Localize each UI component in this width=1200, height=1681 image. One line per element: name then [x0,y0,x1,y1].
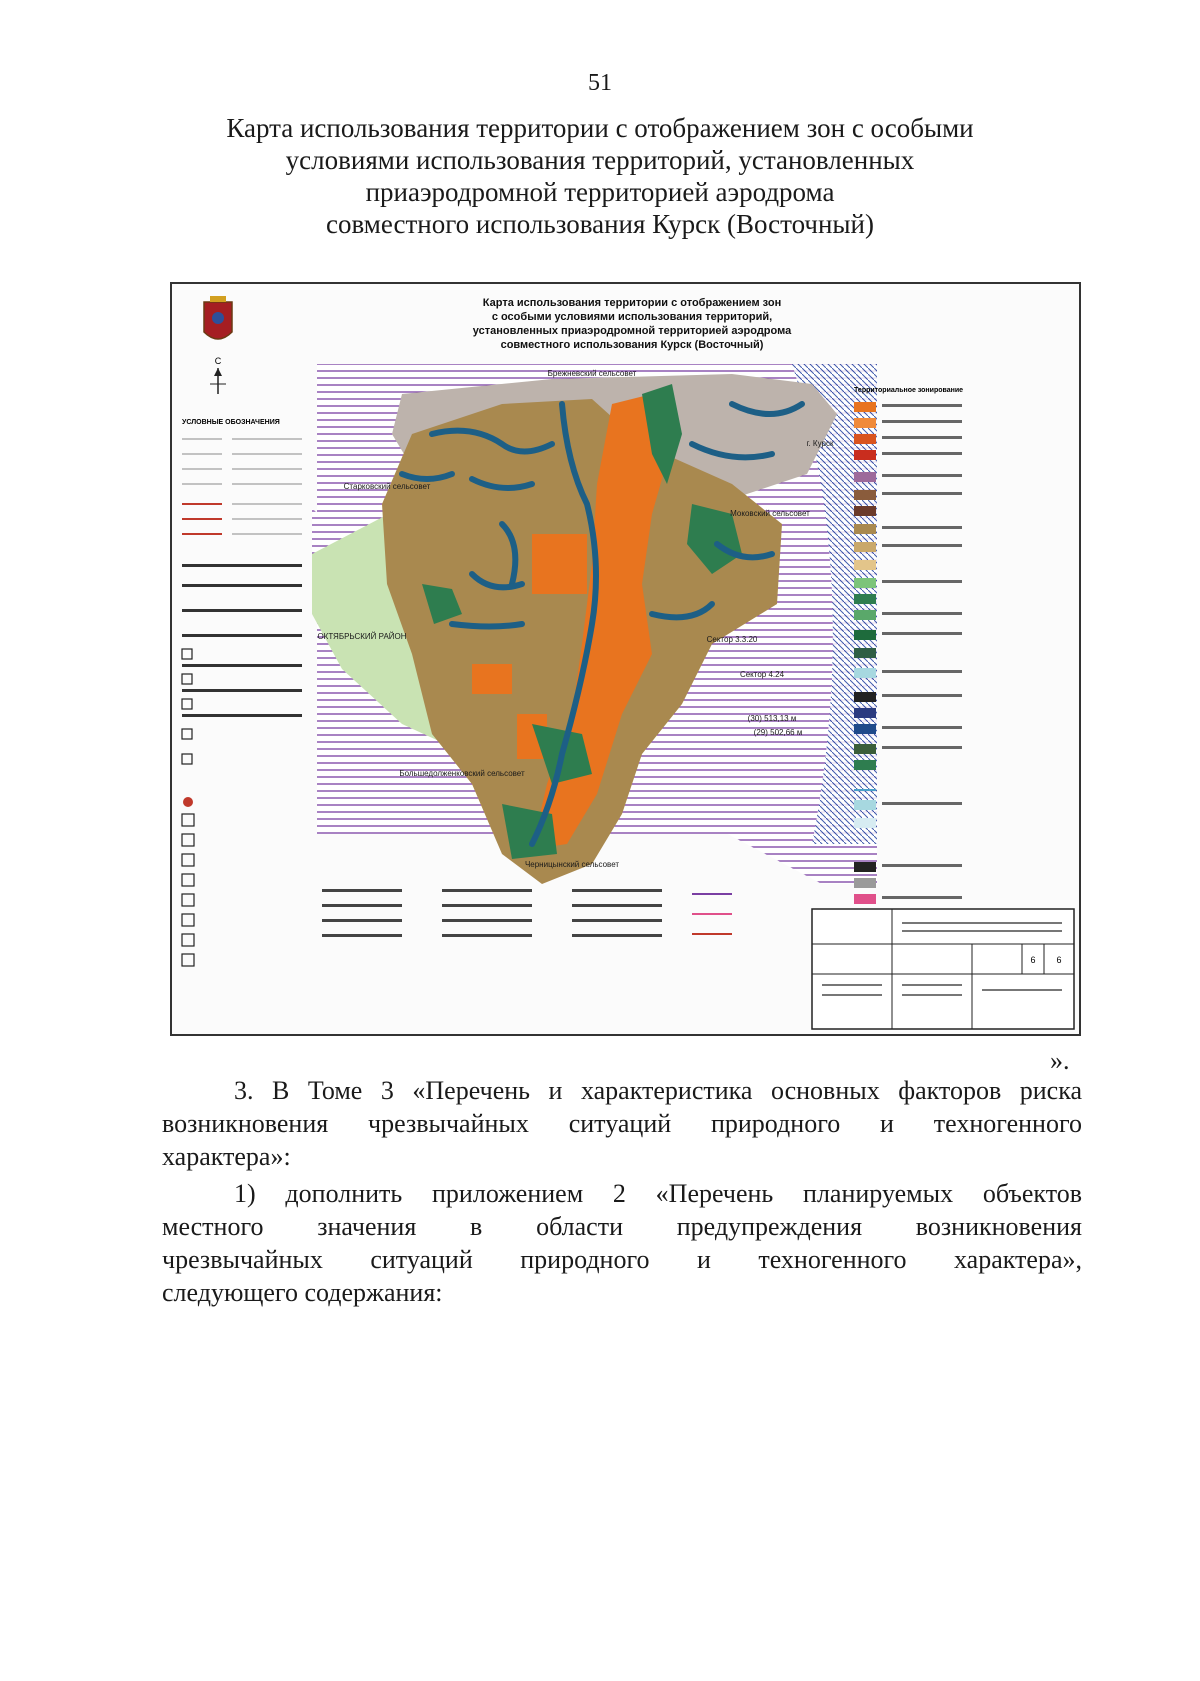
map-title-line: установленных приаэродромной территорией аэродрома [472,325,792,337]
region-label: Старковский сельсовет [343,482,431,491]
region-label: Брежневский сельсовет [547,369,637,378]
coat-of-arms-icon [204,296,232,339]
paragraph-line: местного значения в области предупреждения возникновения [162,1212,1082,1241]
residential-zone [472,664,512,694]
paragraph-line: характера»: [162,1142,291,1171]
north-arrow-icon [210,356,226,394]
closing-quote: ». [1050,1046,1070,1075]
document-title [150,112,1050,240]
region-label: г. Курск [806,439,834,448]
map-title-line: Карта использования территории с отображением зон [482,297,782,309]
svg-text:УСЛОВНЫЕ ОБОЗНАЧЕНИЯ: УСЛОВНЫЕ ОБОЗНАЧЕНИЯ [182,419,280,426]
title-line: приаэродромной территорией аэродрома [365,177,835,207]
region-label: Моковский сельсовет [730,509,810,518]
region-label: Черницынский сельсовет [524,860,620,869]
sector-label: Сектор 4.24 [739,670,785,679]
map-legend-bottom [322,889,732,937]
title-line: совместного использования Курск (Восточный) [325,209,874,239]
map-title-line: с особыми условиями использования территорий, [491,311,773,323]
paragraph-amendment-1 [162,1177,1082,1309]
svg-text:Территориальное зонирование: Территориальное зонирование [854,387,964,394]
paragraph-line: следующего содержания: [162,1278,443,1307]
svg-text:6: 6 [1030,955,1036,965]
map-legend-left [182,419,302,966]
map-title-block [812,909,1074,1029]
svg-text:С: С [214,356,222,366]
paragraph-line: 3. В Томе 3 «Перечень и характеристика основных факторов риска [234,1076,1082,1105]
residential-zone [532,534,587,594]
paragraph-line: 1) дополнить приложением 2 «Перечень планируемых объектов [234,1179,1082,1208]
paragraph-volume-3 [162,1074,1082,1173]
height-label: (30) 513,13 м [747,714,797,723]
region-label: Большедолженковский сельсовет [399,769,525,778]
territory-map-image [170,282,1081,1036]
region-label: ОКТЯБРЬСКИЙ РАЙОН [317,632,407,641]
paragraph-line: возникновения чрезвычайных ситуаций природного и техногенного [162,1109,1082,1138]
sector-label: Сектор 3.3.20 [706,635,758,644]
paragraph-line: чрезвычайных ситуаций природного и техногенного характера», [162,1245,1082,1274]
title-line: условиями использования территорий, установленных [285,145,915,175]
svg-text:6: 6 [1056,955,1062,965]
map-title-line: совместного использования Курск (Восточный) [500,339,764,351]
page-number: 51 [588,70,612,96]
title-line: Карта использования территории с отображением зон с особыми [226,113,974,143]
height-label: (29) 502,66 м [753,728,803,737]
